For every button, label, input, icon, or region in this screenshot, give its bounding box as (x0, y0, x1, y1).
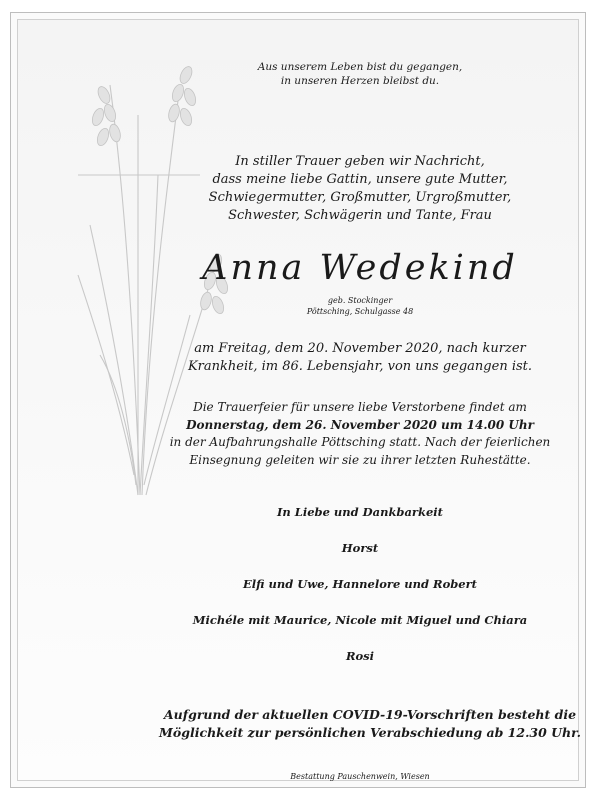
announcement-line: In stiller Trauer geben wir Nachricht, (235, 154, 485, 169)
mourners-list (150, 505, 570, 685)
undertaker: Bestattung Pauschenwein, Wiesen (290, 772, 430, 781)
ceremony-line: in der Aufbahrungshalle Pöttsching statt. Nach der feierlichen (169, 435, 551, 449)
announcement (150, 153, 570, 225)
mourner-entry: Rosi (345, 649, 375, 663)
covid-notice (110, 706, 600, 742)
mourner-entry: In Liebe und Dankbarkeit (277, 505, 443, 519)
ceremony-date: Donnerstag, dem 26. November 2020 um 14.00 Uhr (186, 417, 534, 432)
birth-details (150, 296, 570, 317)
mourner-entry: Horst (341, 541, 379, 555)
mourner-entry: Elfi und Uwe, Hannelore und Robert (242, 577, 477, 591)
ceremony-line: Die Trauerfeier für unsere liebe Verstorbene findet am (193, 400, 527, 414)
deceased-name: Anna Wedekind (202, 248, 518, 288)
death-details (150, 340, 570, 376)
motto-line: in unseren Herzen bleibst du. (280, 75, 440, 87)
announcement-line: Schwester, Schwägerin und Tante, Frau (228, 208, 492, 223)
mourner-entry: Michéle mit Maurice, Nicole mit Miguel und Chiara (192, 613, 528, 627)
ceremony-details (150, 399, 570, 469)
address: Pöttsching, Schulgasse 48 (306, 306, 414, 316)
announcement-line: Schwiegermutter, Großmutter, Urgroßmutter, (208, 190, 512, 205)
announcement-line: dass meine liebe Gattin, unsere gute Mutter, (212, 172, 508, 187)
covid-line: Möglichkeit zur persönlichen Verabschiedung ab 12.30 Uhr. (159, 725, 581, 740)
ceremony-line: Einsegnung geleiten wir sie zu ihrer letzten Ruhestätte. (189, 452, 531, 467)
birth-name: geb. Stockinger (327, 296, 393, 305)
death-line: am Freitag, dem 20. November 2020, nach kurzer (194, 341, 526, 356)
motto (150, 60, 570, 88)
motto-line: Aus unserem Leben bist du gegangen, (257, 61, 463, 73)
death-line: Krankheit, im 86. Lebensjahr, von uns gegangen ist. (187, 359, 533, 374)
covid-line: Aufgrund der aktuellen COVID-19-Vorschriften besteht die (163, 707, 577, 722)
